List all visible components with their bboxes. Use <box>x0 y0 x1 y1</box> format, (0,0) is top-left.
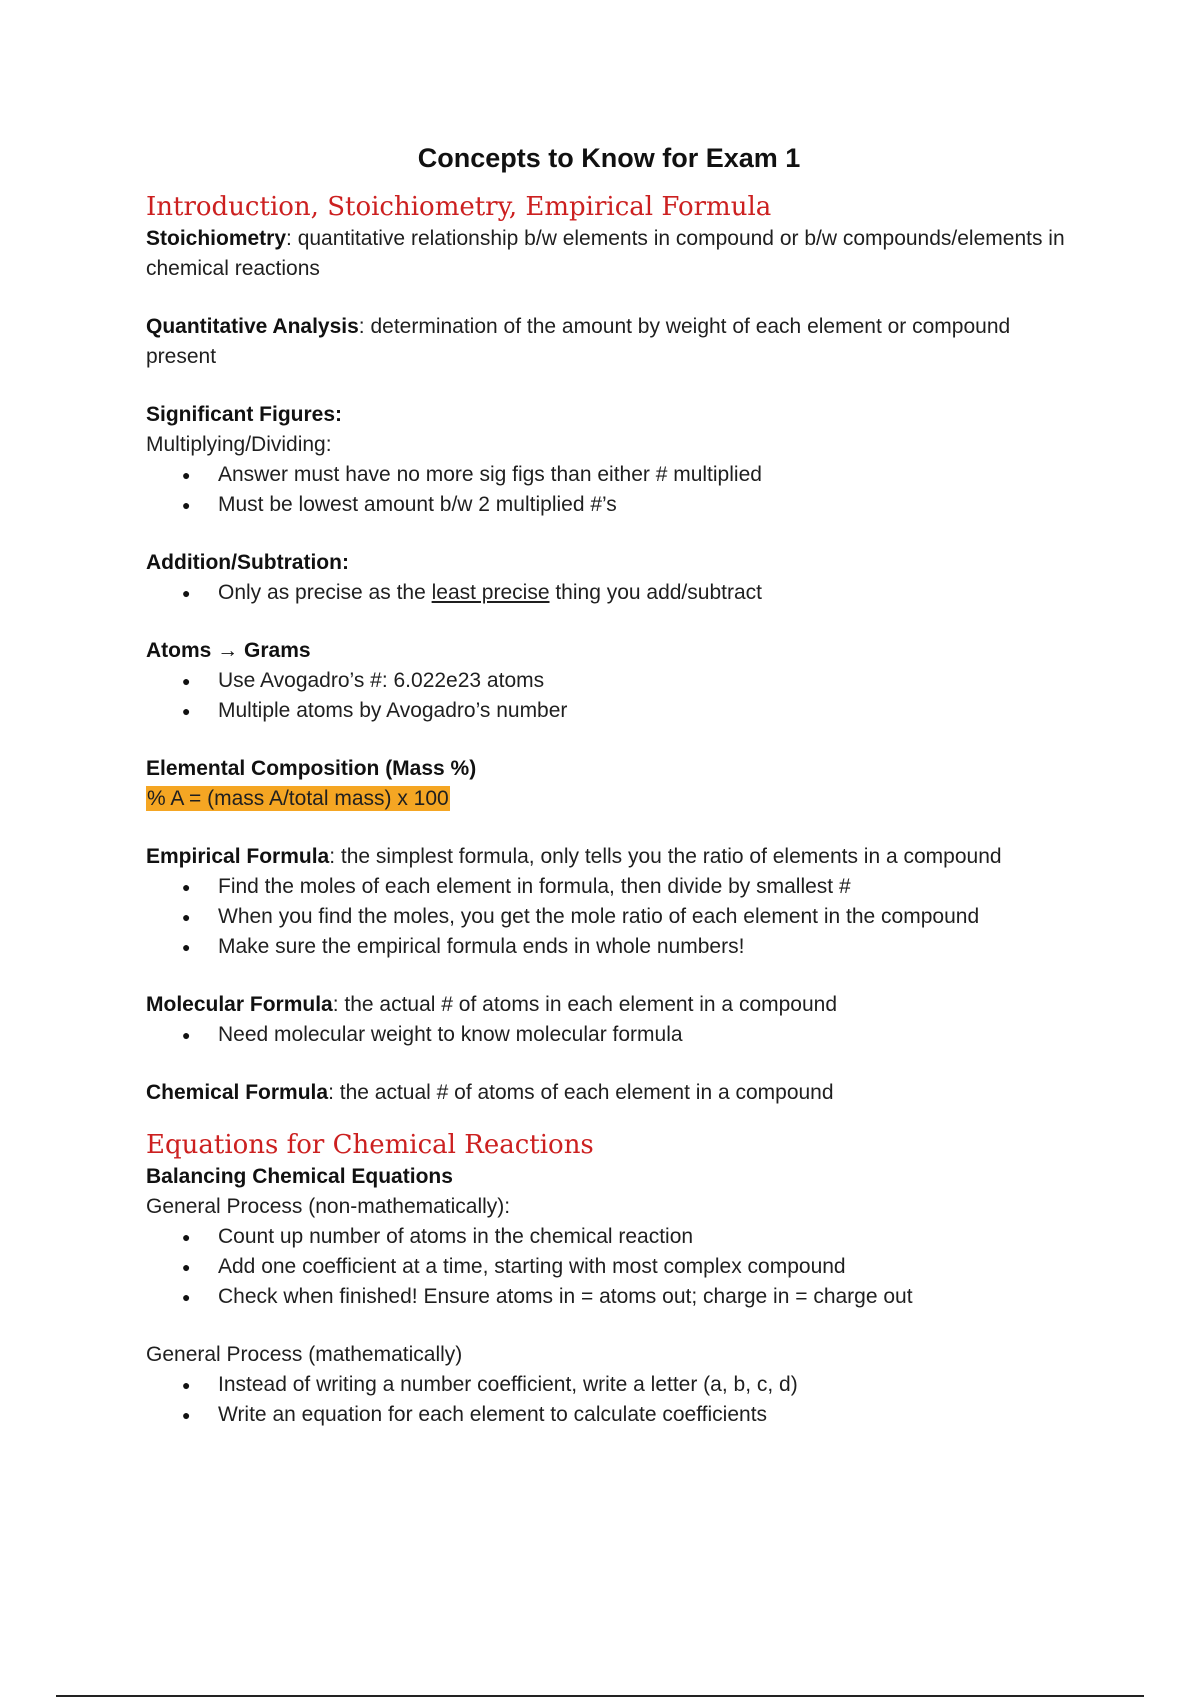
list-item: ● When you find the moles, you get the mole ratio of each element in the compound <box>146 902 1076 932</box>
stoichiometry-definition <box>146 224 1076 284</box>
chemical-formula-text: : the actual # of atoms of each element in a compound <box>328 1081 834 1104</box>
stoichiometry-term: Stoichiometry <box>146 227 287 250</box>
list-item: ● Use Avogadro’s #: 6.022e23 atoms <box>146 666 1076 696</box>
chemical-formula-section <box>146 1078 1076 1108</box>
quantitative-analysis-definition <box>146 312 1076 372</box>
list-item: ● Instead of writing a number coefficient, write a letter (a, b, c, d) <box>146 1370 1076 1400</box>
multiplying-dividing-label: Multiplying/Dividing: <box>146 433 332 456</box>
page-title: Concepts to Know for Exam 1 <box>417 143 801 173</box>
addsub-bullet-list <box>146 578 1076 608</box>
list-item: ● Check when finished! Ensure atoms in = atoms out; charge in = charge out <box>146 1282 1076 1312</box>
list-item: ● Must be lowest amount b/w 2 multiplied #’s <box>146 490 1076 520</box>
math-bullet-list <box>146 1370 1076 1430</box>
list-item: ● Need molecular weight to know molecular formula <box>146 1020 1076 1050</box>
significant-figures-heading: Significant Figures: <box>146 403 343 426</box>
list-item: ● Count up number of atoms in the chemical reaction <box>146 1222 1076 1252</box>
mass-percent-formula: % A = (mass A/total mass) x 100 <box>147 787 449 810</box>
list-item: ● Only as precise as the least precise thing you add/subtract <box>146 578 1076 608</box>
empirical-formula-term: Empirical Formula <box>146 845 330 868</box>
balancing-equations-heading: Balancing Chemical Equations <box>146 1165 453 1188</box>
molecular-formula-term: Molecular Formula <box>146 993 333 1016</box>
empirical-formula-text: : the simplest formula, only tells you the ratio of elements in a compound <box>329 845 1002 868</box>
empirical-formula-section <box>146 842 1076 962</box>
chemical-formula-term: Chemical Formula <box>146 1081 329 1104</box>
balancing-bullet-list <box>146 1222 1076 1312</box>
list-item: ● Add one coefficient at a time, starting with most complex compound <box>146 1252 1076 1282</box>
significant-figures-section <box>146 400 1076 520</box>
section-heading-equations: Equations for Chemical Reactions <box>146 1130 594 1160</box>
atoms-to-grams-heading: Atoms → Grams <box>146 639 311 662</box>
math-process-section <box>146 1340 1076 1430</box>
quantitative-analysis-term: Quantitative Analysis <box>146 315 359 338</box>
elemental-composition-section <box>146 754 1076 814</box>
stoichiometry-text: : quantitative relationship b/w elements in compound or b/w compounds/elements in chemical reactions <box>146 227 1065 280</box>
atoms-bullet-list <box>146 666 1076 726</box>
molecular-formula-section <box>146 990 1076 1050</box>
list-item: ● Answer must have no more sig figs than either # multiplied <box>146 460 1076 490</box>
addition-subtraction-heading: Addition/Subtration: <box>146 551 349 574</box>
list-item: ● Make sure the empirical formula ends in whole numbers! <box>146 932 1076 962</box>
empirical-bullet-list <box>146 872 1076 962</box>
atoms-to-grams-section <box>146 636 1076 726</box>
addition-subtraction-section <box>146 548 1076 608</box>
math-process-label: General Process (mathematically) <box>146 1343 463 1366</box>
list-item: ● Find the moles of each element in formula, then divide by smallest # <box>146 872 1076 902</box>
quantitative-analysis-text: : determination of the amount by weight of each element or compound present <box>146 315 1011 368</box>
molecular-bullet-list <box>146 1020 1076 1050</box>
sigfigs-bullet-list <box>146 460 1076 520</box>
list-item: ● Write an equation for each element to calculate coefficients <box>146 1400 1076 1430</box>
balancing-equations-section <box>146 1162 1076 1312</box>
page-bottom-divider <box>56 1695 1144 1697</box>
molecular-formula-text: : the actual # of atoms in each element in a compound <box>332 993 838 1016</box>
non-math-process-label: General Process (non-mathematically): <box>146 1195 511 1218</box>
document-page <box>146 140 1076 1458</box>
underlined-least-precise: least precise <box>431 581 550 604</box>
list-item: ● Multiple atoms by Avogadro’s number <box>146 696 1076 726</box>
elemental-composition-heading: Elemental Composition (Mass %) <box>146 757 477 780</box>
section-heading-intro: Introduction, Stoichiometry, Empirical Formula <box>146 192 772 222</box>
